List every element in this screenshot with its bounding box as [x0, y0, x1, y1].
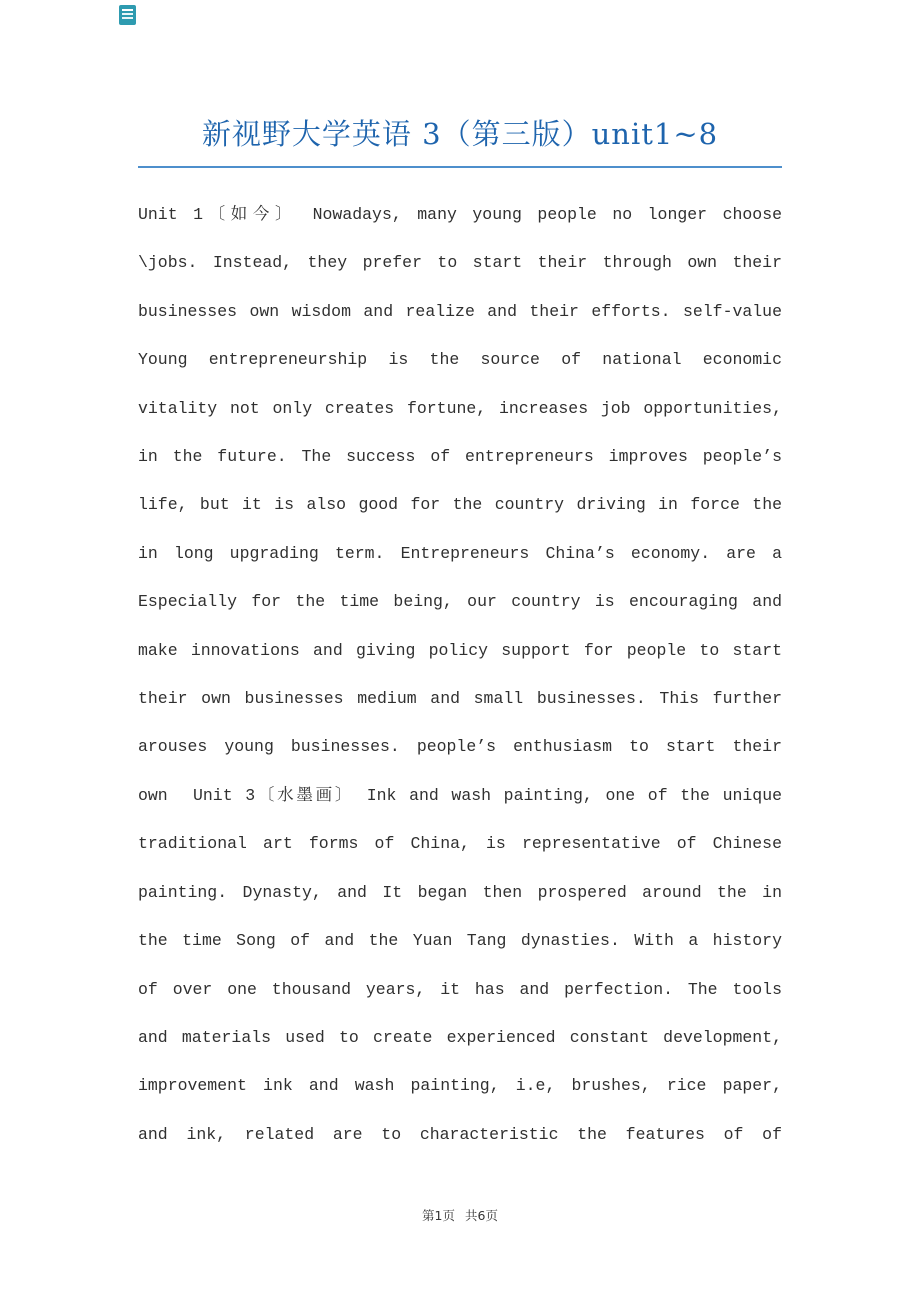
- text-line: Young entrepreneurship is the source of national economic: [138, 350, 782, 370]
- text-line: and ink, related are to characteristic the features of of: [138, 1124, 782, 1144]
- document-body: [138, 191, 782, 1159]
- page-footer: [0, 1206, 920, 1224]
- document-icon: [119, 5, 136, 25]
- text-line: own Unit 3〔水墨画〕 Ink and wash painting, one of the unique: [138, 785, 782, 805]
- title-divider: [138, 166, 782, 168]
- text-line: \jobs. Instead, they prefer to start their through own their: [138, 253, 782, 273]
- text-line: in long upgrading term. Entrepreneurs China’s economy. are a: [138, 543, 782, 563]
- current-page-label: 第1页: [422, 1208, 455, 1223]
- text-line: businesses own wisdom and realize and their efforts. self-value: [138, 301, 782, 321]
- text-line: traditional art forms of China, is representative of Chinese: [138, 834, 782, 854]
- text-line: life, but it is also good for the country driving in force the: [138, 495, 782, 515]
- text-line: Unit 1〔如今〕 Nowadays, many young people no longer choose: [138, 205, 782, 224]
- text-line: and materials used to create experienced constant development,: [138, 1027, 782, 1047]
- text-line: their own businesses medium and small businesses. This further: [138, 689, 782, 709]
- text-line: painting. Dynasty, and It began then prospered around the in: [138, 882, 782, 902]
- total-pages-label: 共6页: [465, 1208, 498, 1223]
- text-line: Especially for the time being, our country is encouraging and: [138, 592, 782, 612]
- text-line: improvement ink and wash painting, i.e, brushes, rice paper,: [138, 1076, 782, 1096]
- text-line: arouses young businesses. people’s enthusiasm to start their: [138, 737, 782, 757]
- text-line: in the future. The success of entrepreneurs improves people’s: [138, 447, 782, 467]
- text-line: vitality not only creates fortune, increases job opportunities,: [138, 398, 782, 418]
- text-line: make innovations and giving policy support for people to start: [138, 640, 782, 660]
- text-line: of over one thousand years, it has and perfection. The tools: [138, 979, 782, 999]
- page-title: 新视野大学英语 3（第三版）unit1~8: [201, 117, 719, 151]
- text-line: the time Song of and the Yuan Tang dynasties. With a history: [138, 931, 782, 951]
